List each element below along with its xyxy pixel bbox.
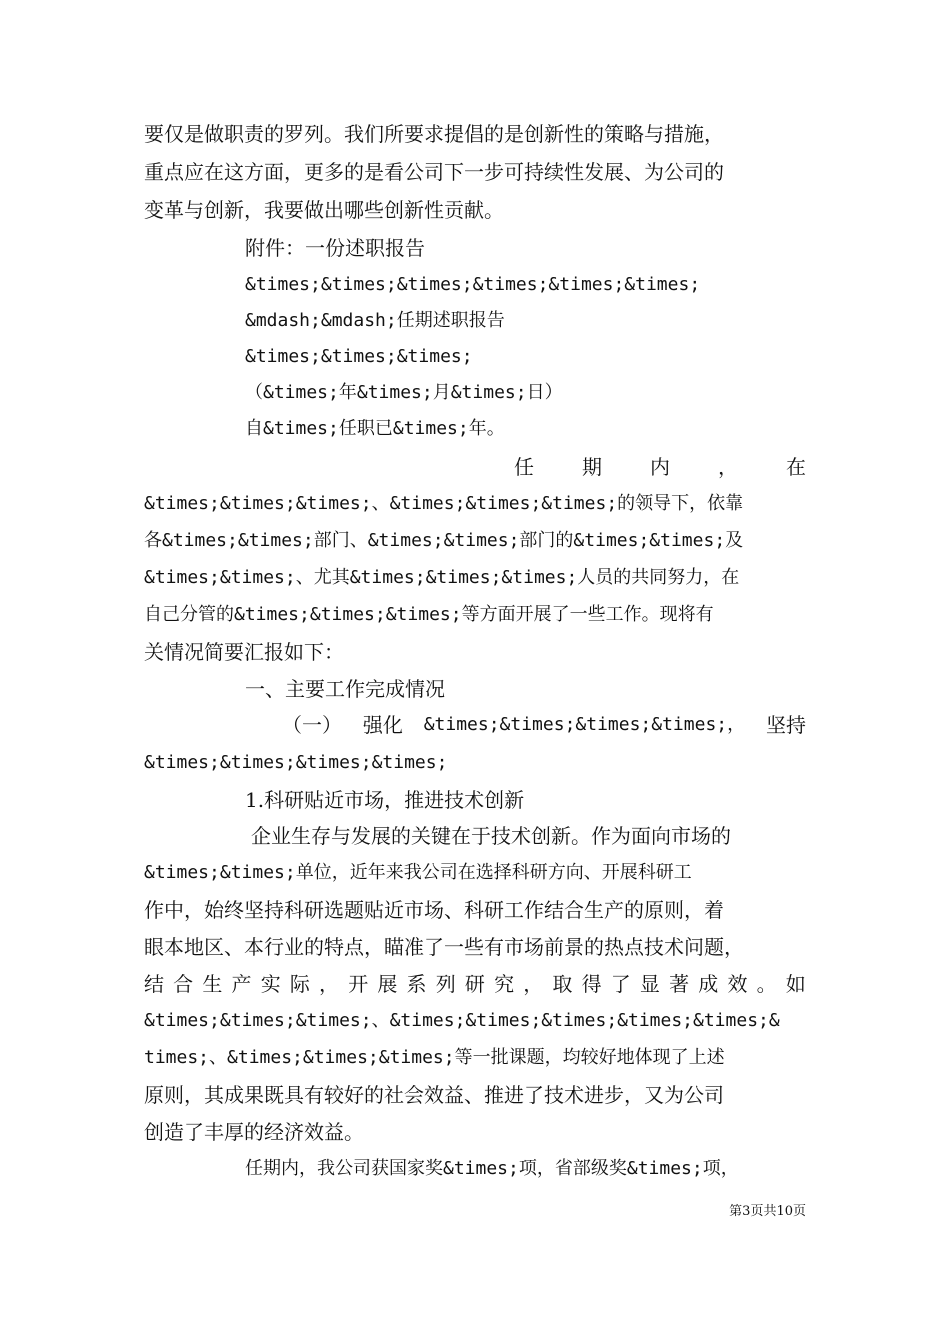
body-text-line: &times;&times;、尤其&times;&times;&times;人员的共同努力，在 <box>144 567 740 588</box>
page-number: 第3页共10页 <box>729 1204 806 1219</box>
body-text-line: 创造了丰厚的经济效益。 <box>144 1120 364 1144</box>
justified-line: 结 合 生 产 实 际 ， 开 展 系 列 研 究 ， 取 得 了 显 著 成 效 。 如 <box>144 972 806 996</box>
body-text-line: 作中，始终坚持科研选题贴近市场、科研工作结合生产的原则，着 <box>144 898 724 922</box>
section-heading: 一、主要工作完成情况 <box>245 677 445 701</box>
body-text-line: 自己分管的&times;&times;&times;等方面开展了一些工作。现将有 <box>144 604 714 625</box>
body-text-line: 要仅是做职责的罗列。我们所要求提倡的是创新性的策略与措施， <box>144 122 724 146</box>
body-text-line: 眼本地区、本行业的特点，瞄准了一些有市场前景的热点技术问题， <box>144 935 744 959</box>
tenure-line: 自&times;任职已&times;年。 <box>245 418 505 439</box>
date-line: （&times;年&times;月&times;日） <box>245 382 563 403</box>
placeholder-line: &times;&times;&times;&times;&times;&times; <box>245 274 701 295</box>
report-title-line: &mdash;&mdash;任期述职报告 <box>245 310 505 331</box>
placeholder-line: &times;&times;&times; <box>245 346 473 367</box>
body-text-line: &times;&times;&times;、&times;&times;&times;&times;&times;& <box>144 1010 780 1031</box>
subsection-heading: （一） 强化 &times;&times;&times;&times;， 坚持 <box>282 713 806 737</box>
body-text-line: &times;&times;单位，近年来我公司在选择科研方向、开展科研工 <box>144 862 692 883</box>
body-text-line: times;、&times;&times;&times;等一批课题，均较好地体现了上述 <box>144 1047 725 1068</box>
body-text-line: 变革与创新，我要做出哪些创新性贡献。 <box>144 198 504 222</box>
body-text-line: 关情况简要汇报如下： <box>144 640 344 664</box>
body-text-line: 各&times;&times;部门、&times;&times;部门的&times;&times;及 <box>144 530 744 551</box>
body-text-line: 重点应在这方面，更多的是看公司下一步可持续性发展、为公司的 <box>144 160 724 184</box>
attachment-line: 附件：一份述职报告 <box>245 236 425 260</box>
body-text-line: &times;&times;&times;、&times;&times;&times;的领导下，依靠 <box>144 493 744 514</box>
subsection-heading-cont: &times;&times;&times;&times; <box>144 752 448 773</box>
item-heading: 1.科研贴近市场，推进技术创新 <box>245 788 525 812</box>
justified-line: 任 期 内 ， 在 <box>514 455 806 479</box>
body-text-line: 任期内，我公司获国家奖&times;项，省部级奖&times;项， <box>245 1158 739 1179</box>
body-text-line: 原则，其成果既具有较好的社会效益、推进了技术进步，又为公司 <box>144 1083 724 1107</box>
body-text-line: 企业生存与发展的关键在于技术创新。作为面向市场的 <box>251 824 731 848</box>
